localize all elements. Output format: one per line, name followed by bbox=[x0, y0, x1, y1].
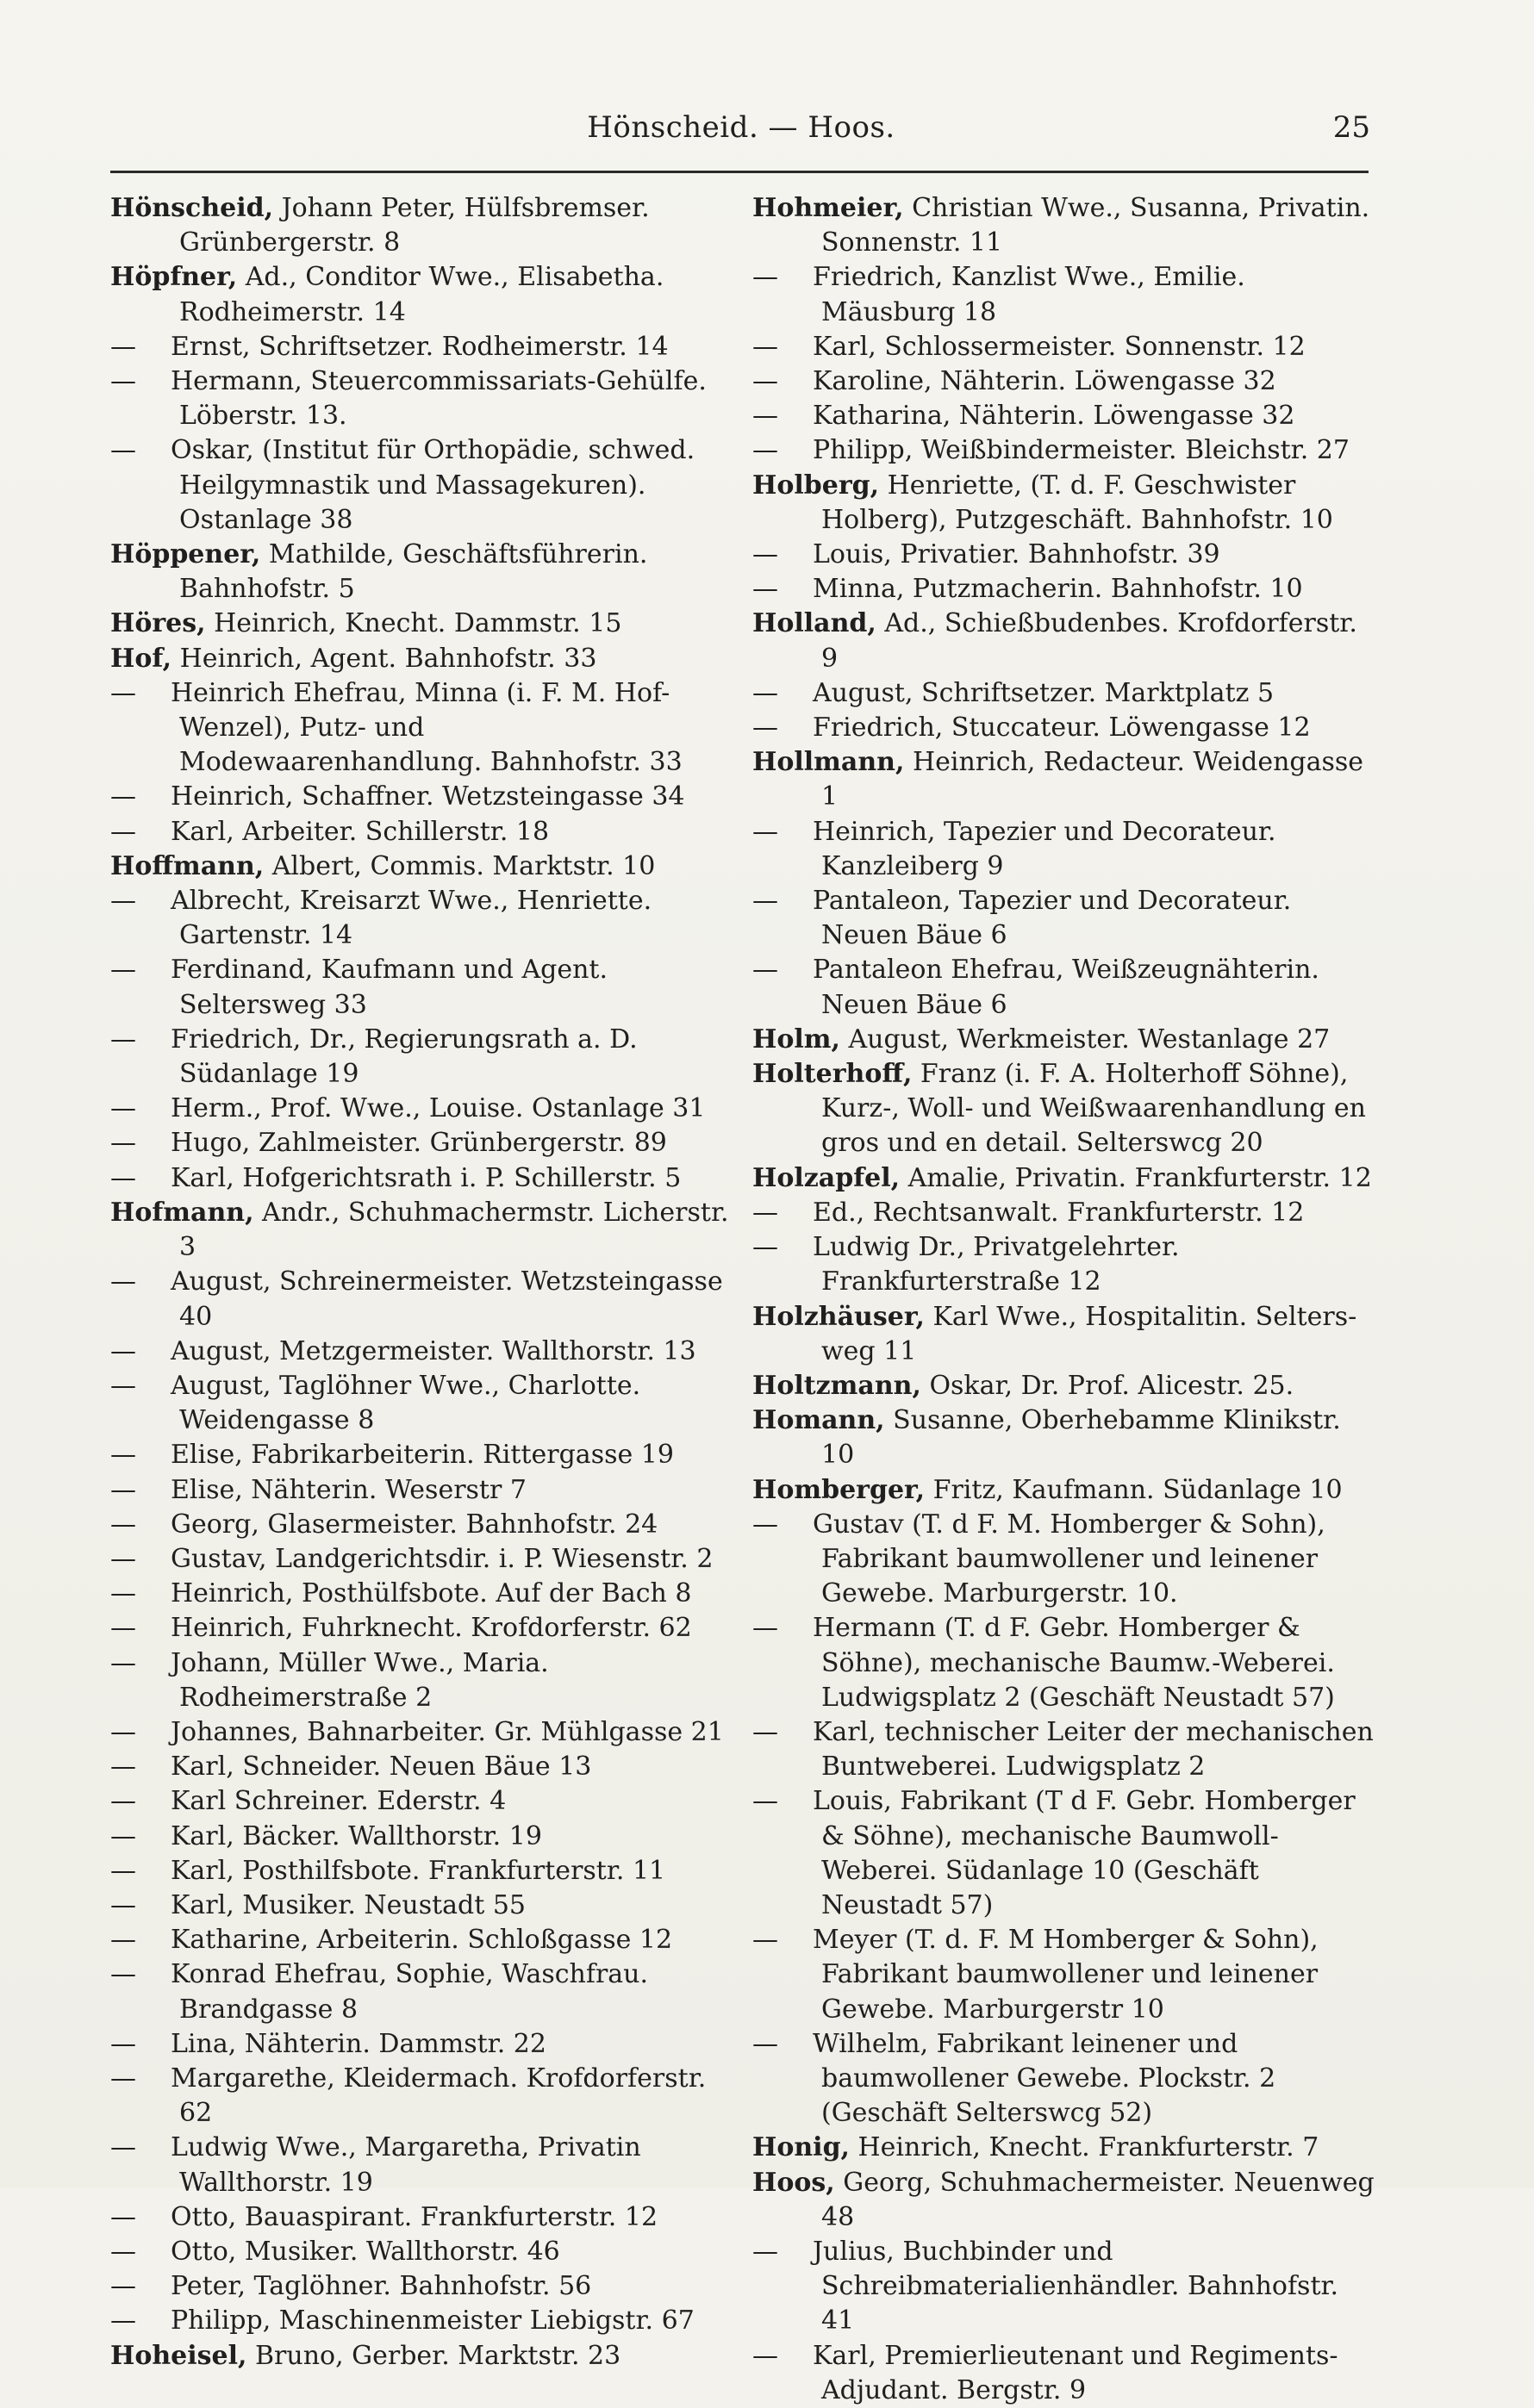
entry-text: Karl, Premierlieutenant und Regiments-Adjudant. Bergstr. 9 bbox=[813, 2340, 1338, 2405]
directory-entry bbox=[110, 1888, 735, 1923]
entry-text: Christian Wwe., Susanna, Privatin. Sonnenstr. 11 bbox=[821, 193, 1370, 258]
directory-entry bbox=[752, 433, 1377, 468]
entry-dash: — bbox=[110, 1959, 136, 1990]
entry-text: Karl, Schlossermeister. Sonnenstr. 12 bbox=[813, 331, 1306, 362]
directory-entry bbox=[752, 1230, 1377, 1299]
directory-entry bbox=[752, 1508, 1377, 1612]
entry-text: Heinrich, Knecht. Frankfurterstr. 7 bbox=[849, 2132, 1319, 2163]
entry-dash: — bbox=[110, 781, 136, 812]
entry-dash: — bbox=[110, 1925, 136, 1956]
directory-entry bbox=[752, 2235, 1377, 2339]
directory-entry bbox=[110, 1611, 735, 1646]
entry-text: Fritz, Kaufmann. Südanlage 10 bbox=[925, 1474, 1343, 1505]
directory-entry bbox=[110, 1750, 735, 1784]
entry-surname: Honig, bbox=[752, 2132, 850, 2163]
entry-text: August, Schreinermeister. Wetzsteingasse 40 bbox=[171, 1266, 723, 1332]
entry-dash: — bbox=[110, 1370, 136, 1401]
directory-entry bbox=[110, 2027, 735, 2062]
entry-surname: Holtzmann, bbox=[752, 1370, 921, 1401]
entry-dash: — bbox=[110, 2028, 136, 2059]
entry-dash: — bbox=[110, 1820, 136, 1851]
entry-text: Karl Schreiner. Ederstr. 4 bbox=[171, 1786, 507, 1817]
directory-entry bbox=[110, 1265, 735, 1334]
entry-dash: — bbox=[110, 2201, 136, 2232]
directory-entry bbox=[110, 1161, 735, 1196]
entry-dash: — bbox=[110, 1335, 136, 1366]
entry-dash: — bbox=[110, 886, 136, 917]
directory-entry bbox=[752, 1161, 1377, 1196]
directory-entry bbox=[110, 780, 735, 814]
directory-entry bbox=[110, 849, 735, 884]
directory-entry bbox=[752, 469, 1377, 538]
directory-entry bbox=[110, 1369, 735, 1438]
entry-dash: — bbox=[110, 1889, 136, 1920]
entry-text: Ad., Schießbudenbes. Krofdorferstr. 9 bbox=[821, 608, 1357, 674]
directory-entry bbox=[110, 1126, 735, 1160]
entry-dash: — bbox=[752, 886, 778, 917]
entry-dash: — bbox=[110, 1440, 136, 1471]
entry-text: Meyer (T. d. F. M Homberger & Sohn), Fabrikant baumwollener und leinener Gewebe. Marburgerstr 10 bbox=[813, 1925, 1319, 2025]
directory-entry bbox=[752, 2339, 1377, 2408]
entry-text: Hermann, Steuercommissariats-Gehülfe. Löberstr. 13. bbox=[171, 366, 707, 432]
entry-text: Karl, technischer Leiter der mechanischen Buntweberei. Ludwigsplatz 2 bbox=[813, 1716, 1374, 1783]
directory-entry bbox=[752, 191, 1377, 260]
entry-dash: — bbox=[110, 2063, 136, 2094]
entry-text: Peter, Taglöhner. Bahnhofstr. 56 bbox=[171, 2271, 592, 2302]
directory-entry bbox=[110, 1923, 735, 1957]
entry-dash: — bbox=[752, 262, 778, 293]
entry-text: Hermann (T. d F. Gebr. Homberger & Söhne), mechanische Baumw.-Weberei. Ludwigsplatz 2 (Geschäft Neustadt 57) bbox=[813, 1613, 1335, 1713]
entry-surname: Holzhäuser, bbox=[752, 1301, 925, 1332]
directory-entry bbox=[752, 1611, 1377, 1715]
entry-surname: Hofmann, bbox=[110, 1197, 254, 1228]
entry-text: Johann Peter, Hülfsbremser. Grünbergerstr. 8 bbox=[179, 193, 650, 258]
directory-entry bbox=[110, 1957, 735, 2026]
entry-text: Ad., Conditor Wwe., Elisabetha. Rodheimerstr. 14 bbox=[179, 262, 664, 327]
entry-surname: Homberger, bbox=[752, 1474, 926, 1505]
entry-text: Heinrich, Redacteur. Weidengasse 1 bbox=[821, 747, 1364, 812]
entry-text: Louis, Privatier. Bahnhofstr. 39 bbox=[813, 539, 1220, 570]
entry-dash: — bbox=[752, 1509, 778, 1540]
directory-entry bbox=[752, 607, 1377, 675]
entry-text: Heinrich, Schaffner. Wetzsteingasse 34 bbox=[171, 781, 685, 812]
entry-dash: — bbox=[110, 677, 136, 708]
entry-surname: Holland, bbox=[752, 608, 876, 639]
entry-dash: — bbox=[752, 1786, 778, 1817]
directory-entry bbox=[110, 260, 735, 329]
directory-entry bbox=[752, 676, 1377, 711]
entry-surname: Homann, bbox=[752, 1405, 885, 1436]
entry-dash: — bbox=[752, 1197, 778, 1228]
directory-entry bbox=[110, 1715, 735, 1750]
entry-dash: — bbox=[110, 1578, 136, 1609]
entry-text: Ludwig Wwe., Margaretha, Privatin Wallthorstr. 19 bbox=[171, 2132, 641, 2198]
entry-dash: — bbox=[110, 1162, 136, 1193]
entry-dash: — bbox=[110, 2132, 136, 2163]
entry-text: Oskar, (Institut für Orthopädie, schwed. Heilgymnastik und Massagekuren). Ostanlage 38 bbox=[171, 435, 695, 535]
entry-dash: — bbox=[110, 2271, 136, 2302]
page-number: 25 bbox=[1332, 110, 1370, 145]
entry-text: Heinrich, Fuhrknecht. Krofdorferstr. 62 bbox=[171, 1613, 692, 1644]
directory-entry bbox=[110, 884, 735, 953]
entry-text: Minna, Putzmacherin. Bahnhofstr. 10 bbox=[813, 574, 1303, 605]
directory-entry bbox=[752, 399, 1377, 433]
entry-text: Bruno, Gerber. Marktstr. 23 bbox=[246, 2340, 621, 2371]
directory-entry bbox=[110, 1473, 735, 1508]
entry-text: Georg, Glasermeister. Bahnhofstr. 24 bbox=[171, 1509, 658, 1540]
page-header bbox=[0, 110, 1534, 162]
entry-dash: — bbox=[752, 712, 778, 744]
directory-entry bbox=[752, 745, 1377, 814]
entry-text: Julius, Buchbinder und Schreibmaterialienhändler. Bahnhofstr. 41 bbox=[813, 2236, 1339, 2336]
entry-text: Susanne, Oberhebamme Klinikstr. 10 bbox=[821, 1405, 1341, 1471]
directory-entry bbox=[110, 1438, 735, 1472]
entry-text: Mathilde, Geschäftsführerin. Bahnhofstr. 5 bbox=[179, 539, 648, 605]
header-rule bbox=[110, 171, 1369, 173]
directory-entry bbox=[752, 1023, 1377, 1057]
directory-entry bbox=[110, 1577, 735, 1611]
entry-text: Gustav (T. d F. M. Homberger & Sohn), Fabrikant baumwollener und leinener Gewebe. Marburgerstr. 10. bbox=[813, 1509, 1325, 1609]
entry-surname: Höpfner, bbox=[110, 262, 238, 293]
entry-dash: — bbox=[110, 955, 136, 986]
entry-text: Henriette, (T. d. F. Geschwister Holberg), Putzgeschäft. Bahnhofstr. 10 bbox=[821, 470, 1333, 535]
entry-text: Karoline, Nähterin. Löwengasse 32 bbox=[813, 366, 1276, 397]
directory-entry bbox=[752, 884, 1377, 953]
directory-entry bbox=[110, 2200, 735, 2235]
entry-text: Heinrich, Tapezier und Decorateur. Kanzleiberg 9 bbox=[813, 816, 1276, 881]
directory-entry bbox=[110, 538, 735, 607]
entry-text: August, Metzgermeister. Wallthorstr. 13 bbox=[171, 1335, 696, 1366]
entry-text: Andr., Schuhmachermstr. Licherstr. 3 bbox=[179, 1197, 729, 1263]
entry-dash: — bbox=[110, 1266, 136, 1297]
entry-surname: Hollmann, bbox=[752, 747, 905, 778]
directory-entry bbox=[110, 191, 735, 260]
entry-dash: — bbox=[752, 1925, 778, 1956]
entry-dash: — bbox=[110, 816, 136, 847]
entry-text: Johannes, Bahnarbeiter. Gr. Mühlgasse 21 bbox=[171, 1716, 724, 1747]
directory-entry bbox=[110, 2269, 735, 2304]
entry-text: Ferdinand, Kaufmann und Agent. Seltersweg 33 bbox=[171, 955, 608, 1020]
entry-text: Gustav, Landgerichtsdir. i. P. Wiesenstr. 2 bbox=[171, 1543, 714, 1574]
entry-dash: — bbox=[110, 435, 136, 466]
entry-text: Pantaleon, Tapezier und Decorateur. Neuen Bäue 6 bbox=[813, 886, 1292, 951]
right-column bbox=[752, 191, 1377, 2405]
directory-entry bbox=[110, 1335, 735, 1369]
entry-text: Albert, Commis. Marktstr. 10 bbox=[264, 850, 656, 881]
directory-entry bbox=[110, 953, 735, 1022]
entry-dash: — bbox=[110, 1786, 136, 1817]
entry-text: Pantaleon Ehefrau, Weißzeugnähterin. Neuen Bäue 6 bbox=[813, 955, 1319, 1020]
entry-text: Otto, Bauaspirant. Frankfurterstr. 12 bbox=[171, 2201, 658, 2232]
entry-text: Louis, Fabrikant (T d F. Gebr. Homberger & Söhne), mechanische Baumwoll-Weberei. Südanlage 10 (Geschäft Neustadt 57) bbox=[813, 1786, 1356, 1920]
directory-entry bbox=[752, 1403, 1377, 1472]
directory-entry bbox=[752, 1784, 1377, 1923]
entry-dash: — bbox=[752, 816, 778, 847]
directory-entry bbox=[110, 330, 735, 364]
directory-entry bbox=[110, 1820, 735, 1854]
entry-dash: — bbox=[752, 574, 778, 605]
entry-text: Ernst, Schriftsetzer. Rodheimerstr. 14 bbox=[171, 331, 669, 362]
directory-entry bbox=[752, 364, 1377, 399]
entry-dash: — bbox=[752, 539, 778, 570]
entry-text: Karl, Schneider. Neuen Bäue 13 bbox=[171, 1752, 592, 1783]
entry-dash: — bbox=[110, 1024, 136, 1055]
entry-text: Karl, Posthilfsbote. Frankfurterstr. 11 bbox=[171, 1855, 666, 1886]
directory-entry bbox=[752, 711, 1377, 745]
entry-dash: — bbox=[110, 1613, 136, 1644]
entry-text: Lina, Nähterin. Dammstr. 22 bbox=[171, 2028, 546, 2059]
entry-dash: — bbox=[752, 1232, 778, 1263]
directory-entry bbox=[752, 2166, 1377, 2235]
entry-text: Ludwig Dr., Privatgelehrter. Frankfurterstraße 12 bbox=[813, 1232, 1180, 1297]
entry-surname: Holterhoff, bbox=[752, 1059, 913, 1090]
directory-entry bbox=[752, 2131, 1377, 2165]
entry-dash: — bbox=[110, 331, 136, 362]
entry-text: Herm., Prof. Wwe., Louise. Ostanlage 31 bbox=[171, 1093, 706, 1124]
entry-text: August, Taglöhner Wwe., Charlotte. Weidengasse 8 bbox=[171, 1370, 641, 1436]
directory-entry bbox=[110, 2339, 735, 2374]
directory-entry bbox=[752, 1923, 1377, 2027]
entry-dash: — bbox=[110, 1128, 136, 1159]
entry-text: Konrad Ehefrau, Sophie, Waschfrau. Brandgasse 8 bbox=[171, 1959, 649, 2025]
entry-surname: Holberg, bbox=[752, 470, 880, 501]
entry-text: Katharina, Nähterin. Löwengasse 32 bbox=[813, 401, 1295, 432]
directory-entry bbox=[752, 1196, 1377, 1230]
directory-entry bbox=[110, 1646, 735, 1715]
entry-text: Friedrich, Stuccateur. Löwengasse 12 bbox=[813, 712, 1311, 744]
directory-entry bbox=[752, 1473, 1377, 1508]
entry-dash: — bbox=[110, 1543, 136, 1574]
entry-dash: — bbox=[110, 1716, 136, 1747]
running-title: Hönscheid. — Hoos. bbox=[587, 110, 895, 145]
entry-dash: — bbox=[110, 1752, 136, 1783]
directory-entry bbox=[110, 676, 735, 781]
entry-text: Oskar, Dr. Prof. Alicestr. 25. bbox=[920, 1370, 1294, 1401]
entry-text: Heinrich, Agent. Bahnhofstr. 33 bbox=[171, 643, 597, 674]
entry-surname: Hoheisel, bbox=[110, 2340, 247, 2371]
entry-surname: Holm, bbox=[752, 1024, 840, 1055]
entry-text: Franz (i. F. A. Holterhoff Söhne), Kurz-, Woll- und Weißwaarenhandlung en gros und en detail. Selterswcg 20 bbox=[821, 1059, 1366, 1159]
entry-dash: — bbox=[752, 677, 778, 708]
entry-dash: — bbox=[752, 2340, 778, 2371]
entry-text: Philipp, Weißbindermeister. Bleichstr. 27 bbox=[813, 435, 1350, 466]
entry-surname: Holzapfel, bbox=[752, 1162, 901, 1193]
entry-dash: — bbox=[110, 1855, 136, 1886]
directory-entry bbox=[752, 1715, 1377, 1784]
directory-entry bbox=[110, 1092, 735, 1126]
directory-entry bbox=[110, 2235, 735, 2269]
entry-surname: Hoos, bbox=[752, 2167, 835, 2198]
directory-entry bbox=[752, 815, 1377, 884]
entry-dash: — bbox=[752, 1716, 778, 1747]
directory-entry bbox=[110, 433, 735, 538]
entry-text: August, Werkmeister. Westanlage 27 bbox=[839, 1024, 1331, 1055]
directory-entry bbox=[110, 642, 735, 676]
entry-text: Otto, Musiker. Wallthorstr. 46 bbox=[171, 2236, 560, 2267]
entry-dash: — bbox=[752, 435, 778, 466]
entry-dash: — bbox=[110, 2305, 136, 2336]
entry-text: Katharine, Arbeiterin. Schloßgasse 12 bbox=[171, 1925, 673, 1956]
entry-dash: — bbox=[110, 1093, 136, 1124]
directory-entry bbox=[110, 2062, 735, 2131]
left-column bbox=[110, 191, 735, 2371]
entry-text: Albrecht, Kreisarzt Wwe., Henriette. Gartenstr. 14 bbox=[171, 886, 652, 951]
directory-entry bbox=[110, 364, 735, 433]
directory-entry bbox=[752, 1300, 1377, 1369]
directory-entry bbox=[752, 330, 1377, 364]
directory-entry bbox=[752, 1057, 1377, 1161]
directory-entry bbox=[110, 1508, 735, 1542]
directory-entry bbox=[110, 1023, 735, 1092]
entry-text: Margarethe, Kleidermach. Krofdorferstr. 62 bbox=[171, 2063, 707, 2129]
directory-entry bbox=[110, 2304, 735, 2338]
entry-text: Philipp, Maschinenmeister Liebigstr. 67 bbox=[171, 2305, 695, 2336]
directory-entry bbox=[110, 1542, 735, 1577]
directory-entry bbox=[752, 953, 1377, 1022]
entry-text: Wilhelm, Fabrikant leinener und baumwollener Gewebe. Plockstr. 2 (Geschäft Selterswcg 52) bbox=[813, 2028, 1276, 2129]
entry-surname: Höres, bbox=[110, 608, 206, 639]
directory-entry bbox=[752, 2027, 1377, 2131]
entry-text: Friedrich, Dr., Regierungsrath a. D. Südanlage 19 bbox=[171, 1024, 638, 1090]
directory-entry bbox=[110, 1784, 735, 1819]
directory-entry bbox=[752, 1369, 1377, 1403]
entry-text: Elise, Nähterin. Weserstr 7 bbox=[171, 1474, 527, 1505]
entry-text: Friedrich, Kanzlist Wwe., Emilie. Mäusburg 18 bbox=[813, 262, 1245, 327]
entry-dash: — bbox=[752, 955, 778, 986]
entry-surname: Hönscheid, bbox=[110, 193, 274, 223]
directory-entry bbox=[110, 2131, 735, 2200]
entry-text: Heinrich, Knecht. Dammstr. 15 bbox=[205, 608, 622, 639]
entry-dash: — bbox=[110, 1647, 136, 1678]
entry-text: Karl, Musiker. Neustadt 55 bbox=[171, 1889, 527, 1920]
entry-text: Karl, Bäcker. Wallthorstr. 19 bbox=[171, 1820, 542, 1851]
directory-entry bbox=[110, 1854, 735, 1888]
entry-dash: — bbox=[110, 2236, 136, 2267]
entry-dash: — bbox=[752, 2236, 778, 2267]
entry-text: Karl Wwe., Hospitalitin. Selters-weg 11 bbox=[821, 1301, 1357, 1366]
entry-text: Heinrich, Posthülfsbote. Auf der Bach 8 bbox=[171, 1578, 692, 1609]
entry-surname: Hof, bbox=[110, 643, 172, 674]
directory-entry bbox=[110, 1196, 735, 1265]
entry-text: Amalie, Privatin. Frankfurterstr. 12 bbox=[900, 1162, 1372, 1193]
entry-dash: — bbox=[752, 366, 778, 397]
entry-text: Karl, Arbeiter. Schillerstr. 18 bbox=[171, 816, 550, 847]
directory-entry bbox=[752, 538, 1377, 572]
directory-entry bbox=[110, 815, 735, 849]
directory-entry bbox=[752, 260, 1377, 329]
entry-text: Karl, Hofgerichtsrath i. P. Schillerstr. 5 bbox=[171, 1162, 682, 1193]
entry-text: Johann, Müller Wwe., Maria. Rodheimerstraße 2 bbox=[171, 1647, 549, 1713]
entry-text: Elise, Fabrikarbeiterin. Rittergasse 19 bbox=[171, 1440, 674, 1471]
entry-text: Hugo, Zahlmeister. Grünbergerstr. 89 bbox=[171, 1128, 667, 1159]
directory-entry bbox=[110, 607, 735, 641]
entry-dash: — bbox=[752, 331, 778, 362]
entry-dash: — bbox=[110, 366, 136, 397]
entry-dash: — bbox=[110, 1474, 136, 1505]
entry-text: Heinrich Ehefrau, Minna (i. F. M. Hof-Wenzel), Putz- und Modewaarenhandlung. Bahnhofstr. 33 bbox=[171, 677, 683, 778]
entry-dash: — bbox=[752, 401, 778, 432]
entry-text: Ed., Rechtsanwalt. Frankfurterstr. 12 bbox=[813, 1197, 1305, 1228]
entry-dash: — bbox=[110, 1509, 136, 1540]
entry-surname: Hohmeier, bbox=[752, 193, 904, 223]
entry-dash: — bbox=[752, 1613, 778, 1644]
directory-entry bbox=[752, 572, 1377, 607]
entry-dash: — bbox=[752, 2028, 778, 2059]
entry-text: Georg, Schuhmachermeister. Neuenweg 48 bbox=[821, 2167, 1375, 2232]
entry-surname: Höppener, bbox=[110, 539, 261, 570]
entry-surname: Hoffmann, bbox=[110, 850, 265, 881]
entry-text: August, Schriftsetzer. Marktplatz 5 bbox=[813, 677, 1275, 708]
